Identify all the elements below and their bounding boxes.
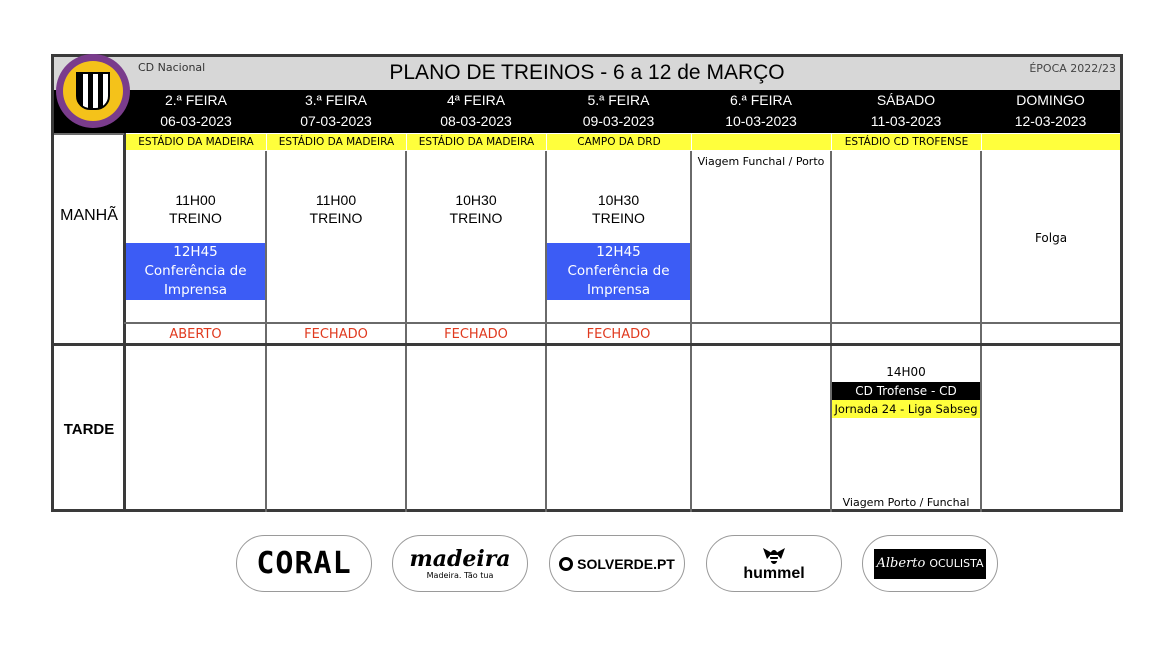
sponsor-solverde[interactable] <box>549 535 685 592</box>
day-header-tue: 3.ª FEIRA 07-03-2023 <box>300 92 372 129</box>
day-header-thu: 5.ª FEIRA 09-03-2023 <box>582 92 655 129</box>
crest-icon <box>76 72 110 110</box>
grid-line <box>830 151 832 512</box>
grid-line <box>54 133 124 135</box>
venue-tue: ESTÁDIO DA MADEIRA <box>267 134 406 150</box>
travel-note-sat: Viagem Porto / Funchal <box>842 496 970 509</box>
match-teams: CD Trofense - CD <box>832 382 980 400</box>
travel-note-fri: Viagem Funchal / Porto <box>697 155 825 168</box>
venue-thu: CAMPO DA DRD <box>547 134 691 150</box>
press-conference-thu: 12H45 Conferência de Imprensa <box>547 243 690 300</box>
page-title: PLANO DE TREINOS - 6 a 12 de MARÇO <box>389 61 785 84</box>
solverde-icon <box>559 557 573 571</box>
solverde-logo: SOLVERDE.PT <box>559 556 675 572</box>
sponsor-hummel[interactable] <box>706 535 842 592</box>
press-conference-mon: 12H45 Conferência de Imprensa <box>126 243 265 300</box>
day-header-mon: 2.ª FEIRA 06-03-2023 <box>160 92 232 129</box>
sponsor-coral[interactable] <box>236 535 372 592</box>
season-label: ÉPOCA 2022/23 <box>1029 62 1116 75</box>
day-header-fri: 6.ª FEIRA 10-03-2023 <box>725 92 797 129</box>
session-mon: 11H00 TREINO <box>169 192 222 226</box>
coral-logo: CORAL <box>256 546 352 581</box>
day-header-sat: SÁBADO 11-03-2023 <box>870 92 942 129</box>
status-tue: FECHADO <box>304 327 368 342</box>
grid-line <box>980 151 982 512</box>
sponsor-madeira[interactable] <box>392 535 528 592</box>
session-thu: 10H30 TREINO <box>592 192 645 226</box>
status-thu: FECHADO <box>586 327 651 342</box>
venue-sun <box>982 134 1120 150</box>
session-wed: 10H30 TREINO <box>449 192 503 226</box>
bee-icon <box>761 546 787 566</box>
session-tue: 11H00 TREINO <box>309 192 363 226</box>
venue-mon: ESTÁDIO DA MADEIRA <box>126 134 266 150</box>
venue-fri <box>692 134 831 150</box>
sponsor-alberto[interactable] <box>862 535 998 592</box>
period-afternoon-label: TARDE <box>63 421 115 438</box>
match-league: Jornada 24 - Liga Sabseg <box>832 400 980 418</box>
day-header-wed: 4ª FEIRA 08-03-2023 <box>440 92 512 129</box>
madeira-logo: madeira Madeira. Tão tua <box>409 546 511 580</box>
club-name: CD Nacional <box>138 61 206 74</box>
period-morning-label: MANHÃ <box>60 207 118 224</box>
venue-sat: ESTÁDIO CD TROFENSE <box>832 134 981 150</box>
venue-wed: ESTÁDIO DA MADEIRA <box>407 134 546 150</box>
status-wed: FECHADO <box>444 327 508 342</box>
status-mon: ABERTO <box>169 327 222 342</box>
training-plan-sheet <box>51 54 1123 512</box>
grid-line <box>124 322 1120 324</box>
day-header-sun: DOMINGO 12-03-2023 <box>1014 92 1087 129</box>
match-time: 14H00 <box>886 365 926 379</box>
hummel-logo: hummel <box>743 546 804 582</box>
alberto-logo: Alberto OCULISTA <box>874 549 986 579</box>
club-logo <box>56 54 130 128</box>
rest-day-sun: Folga <box>1034 231 1068 245</box>
grid-line <box>690 151 692 512</box>
